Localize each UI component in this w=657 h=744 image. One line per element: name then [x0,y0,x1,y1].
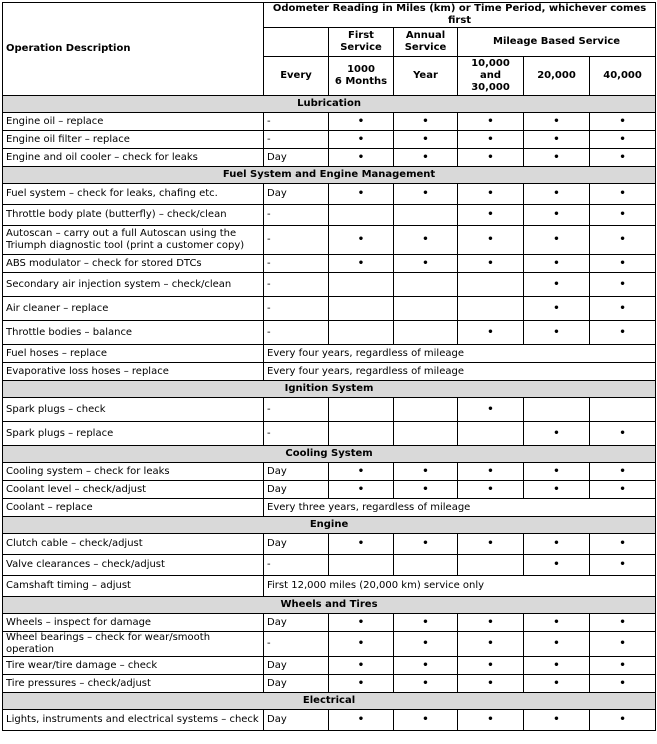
mileage-10000-header: 10,000 and 30,000 [458,57,524,96]
section-title: Cooling System [3,446,656,463]
service-cell: • [524,463,590,481]
mileage-40000-header: 40,000 [590,57,656,96]
operation-description: Secondary air injection system – check/clean [3,273,264,297]
service-cell: • [329,113,394,131]
service-cell: • [329,149,394,167]
service-cell: • [590,226,656,255]
table-row [3,657,656,675]
service-cell [458,273,524,297]
service-cell: • [458,226,524,255]
service-cell: • [524,481,590,499]
table-row [3,632,656,657]
service-cell: • [394,675,458,693]
every-cell: - [264,555,329,576]
service-cell: • [458,463,524,481]
every-cell: - [264,422,329,446]
section-title: Wheels and Tires [3,597,656,614]
service-cell: • [590,555,656,576]
section-row [3,96,656,113]
table-row [3,321,656,345]
section-row [3,517,656,534]
table-row [3,363,656,381]
service-cell: • [329,657,394,675]
service-cell: • [394,710,458,731]
service-cell: • [394,632,458,657]
operation-description: Lights, instruments and electrical systems – check [3,710,264,731]
section-row [3,381,656,398]
operation-description: Engine oil – replace [3,113,264,131]
table-row [3,113,656,131]
every-cell: Day [264,534,329,555]
table-row [3,463,656,481]
table-row [3,555,656,576]
operation-description: Autoscan – carry out a full Autoscan using the Triumph diagnostic tool (print a customer copy) [3,226,264,255]
operation-description: Coolant level – check/adjust [3,481,264,499]
every-header: Every [264,57,329,96]
service-cell: • [590,534,656,555]
service-cell: • [329,710,394,731]
service-cell: • [458,149,524,167]
mileage-based-header: Mileage Based Service [458,28,656,57]
service-cell [329,321,394,345]
service-cell: • [458,632,524,657]
service-cell: • [590,321,656,345]
operation-description: Evaporative loss hoses – replace [3,363,264,381]
service-cell: • [458,131,524,149]
table-row [3,398,656,422]
table-row [3,226,656,255]
service-cell: • [394,657,458,675]
service-cell: • [394,255,458,273]
section-title: Engine [3,517,656,534]
every-cell: Day [264,149,329,167]
table-row [3,255,656,273]
service-cell: • [590,273,656,297]
service-cell: • [458,710,524,731]
service-cell: • [394,131,458,149]
service-cell: • [524,555,590,576]
service-cell: • [458,481,524,499]
service-cell: • [524,675,590,693]
service-cell [329,398,394,422]
section-row [3,597,656,614]
service-cell: • [524,657,590,675]
operation-description: Spark plugs – check [3,398,264,422]
service-cell [458,297,524,321]
service-cell: • [329,184,394,205]
service-cell [394,297,458,321]
every-cell: - [264,131,329,149]
service-cell: • [329,463,394,481]
service-cell: • [524,205,590,226]
service-cell: • [524,131,590,149]
every-cell: - [264,113,329,131]
service-cell: • [394,463,458,481]
operation-description: Engine and oil cooler – check for leaks [3,149,264,167]
service-cell: • [590,113,656,131]
service-cell: • [394,226,458,255]
service-cell: • [590,710,656,731]
service-cell: • [329,131,394,149]
service-cell [590,398,656,422]
service-cell: • [590,205,656,226]
service-cell: • [394,534,458,555]
every-cell: Day [264,710,329,731]
operation-description: Fuel hoses – replace [3,345,264,363]
service-cell: • [524,255,590,273]
service-cell: • [458,184,524,205]
every-cell: - [264,226,329,255]
table-body [3,96,656,731]
service-cell: • [590,481,656,499]
service-cell: • [524,273,590,297]
service-cell: • [394,184,458,205]
every-cell: Day [264,675,329,693]
service-cell [524,398,590,422]
every-cell: - [264,321,329,345]
operation-description: ABS modulator – check for stored DTCs [3,255,264,273]
service-cell: • [458,113,524,131]
first-interval-header: 1000 6 Months [329,57,394,96]
service-cell [329,297,394,321]
operation-description: Tire pressures – check/adjust [3,675,264,693]
section-row [3,167,656,184]
service-cell: • [590,422,656,446]
every-cell: - [264,273,329,297]
table-row [3,184,656,205]
every-cell: - [264,297,329,321]
table-row [3,710,656,731]
service-cell: • [524,184,590,205]
every-cell: - [264,205,329,226]
service-cell: • [329,534,394,555]
operation-description: Throttle bodies – balance [3,321,264,345]
service-cell: • [394,614,458,632]
table-row [3,576,656,597]
service-cell: • [590,184,656,205]
table-row [3,614,656,632]
service-cell: • [458,534,524,555]
every-cell: Day [264,463,329,481]
table-row [3,481,656,499]
operation-description: Spark plugs – replace [3,422,264,446]
service-cell: • [524,632,590,657]
every-cell: Day [264,184,329,205]
first-service-header: First Service [329,28,394,57]
operation-description: Throttle body plate (butterfly) – check/clean [3,205,264,226]
section-title: Ignition System [3,381,656,398]
interval-note: Every four years, regardless of mileage [264,345,656,363]
service-cell: • [394,481,458,499]
operation-description: Engine oil filter – replace [3,131,264,149]
maintenance-schedule-table [2,2,656,731]
service-cell: • [590,297,656,321]
service-cell [394,422,458,446]
service-cell: • [590,632,656,657]
operation-description: Coolant – replace [3,499,264,517]
service-cell: • [394,149,458,167]
table-header [3,3,656,96]
service-cell [458,555,524,576]
section-title: Fuel System and Engine Management [3,167,656,184]
operation-description: Cooling system – check for leaks [3,463,264,481]
service-cell: • [590,657,656,675]
every-header-blank [264,28,329,57]
service-cell: • [590,255,656,273]
section-title: Lubrication [3,96,656,113]
service-cell: • [329,632,394,657]
service-cell: • [524,226,590,255]
service-cell [329,555,394,576]
service-cell: • [329,481,394,499]
service-cell: • [524,614,590,632]
service-cell [394,321,458,345]
service-cell: • [329,614,394,632]
service-cell: • [524,297,590,321]
service-cell [329,205,394,226]
table-row [3,297,656,321]
service-cell: • [394,113,458,131]
table-row [3,149,656,167]
year-header: Year [394,57,458,96]
service-cell: • [524,534,590,555]
table-row [3,273,656,297]
every-cell: - [264,398,329,422]
service-cell: • [458,255,524,273]
operation-description: Tire wear/tire damage – check [3,657,264,675]
table-row [3,499,656,517]
service-cell: • [590,463,656,481]
service-cell: • [458,321,524,345]
service-cell: • [524,321,590,345]
service-cell: • [329,255,394,273]
service-cell [394,273,458,297]
service-cell: • [524,113,590,131]
operation-description: Wheel bearings – check for wear/smooth operation [3,632,264,657]
operation-description: Wheels – inspect for damage [3,614,264,632]
interval-note: Every four years, regardless of mileage [264,363,656,381]
service-cell: • [590,675,656,693]
service-cell: • [590,614,656,632]
section-row [3,693,656,710]
table-row [3,131,656,149]
service-cell [458,422,524,446]
operation-description: Fuel system – check for leaks, chafing etc. [3,184,264,205]
service-cell: • [590,131,656,149]
table-row [3,422,656,446]
service-cell [394,205,458,226]
interval-note: Every three years, regardless of mileage [264,499,656,517]
service-cell [329,273,394,297]
service-cell [329,422,394,446]
operation-description: Valve clearances – check/adjust [3,555,264,576]
service-cell: • [458,675,524,693]
operation-description: Clutch cable – check/adjust [3,534,264,555]
service-cell [394,398,458,422]
section-title: Electrical [3,693,656,710]
service-cell [394,555,458,576]
service-cell: • [524,149,590,167]
table-row [3,205,656,226]
every-cell: Day [264,481,329,499]
service-cell: • [329,226,394,255]
operation-description-header: Operation Description [3,3,264,96]
service-cell: • [458,614,524,632]
table-row [3,345,656,363]
every-cell: - [264,255,329,273]
service-cell: • [458,657,524,675]
every-cell: Day [264,657,329,675]
service-cell: • [458,398,524,422]
operation-description: Air cleaner – replace [3,297,264,321]
table-row [3,675,656,693]
annual-service-header: Annual Service [394,28,458,57]
every-cell: - [264,632,329,657]
service-cell: • [590,149,656,167]
operation-description: Camshaft timing – adjust [3,576,264,597]
section-row [3,446,656,463]
table-row [3,534,656,555]
interval-note: First 12,000 miles (20,000 km) service only [264,576,656,597]
service-cell: • [524,710,590,731]
service-cell: • [329,675,394,693]
odometer-header: Odometer Reading in Miles (km) or Time Period, whichever comes first [264,3,656,28]
service-cell: • [524,422,590,446]
service-cell: • [458,205,524,226]
every-cell: Day [264,614,329,632]
mileage-20000-header: 20,000 [524,57,590,96]
